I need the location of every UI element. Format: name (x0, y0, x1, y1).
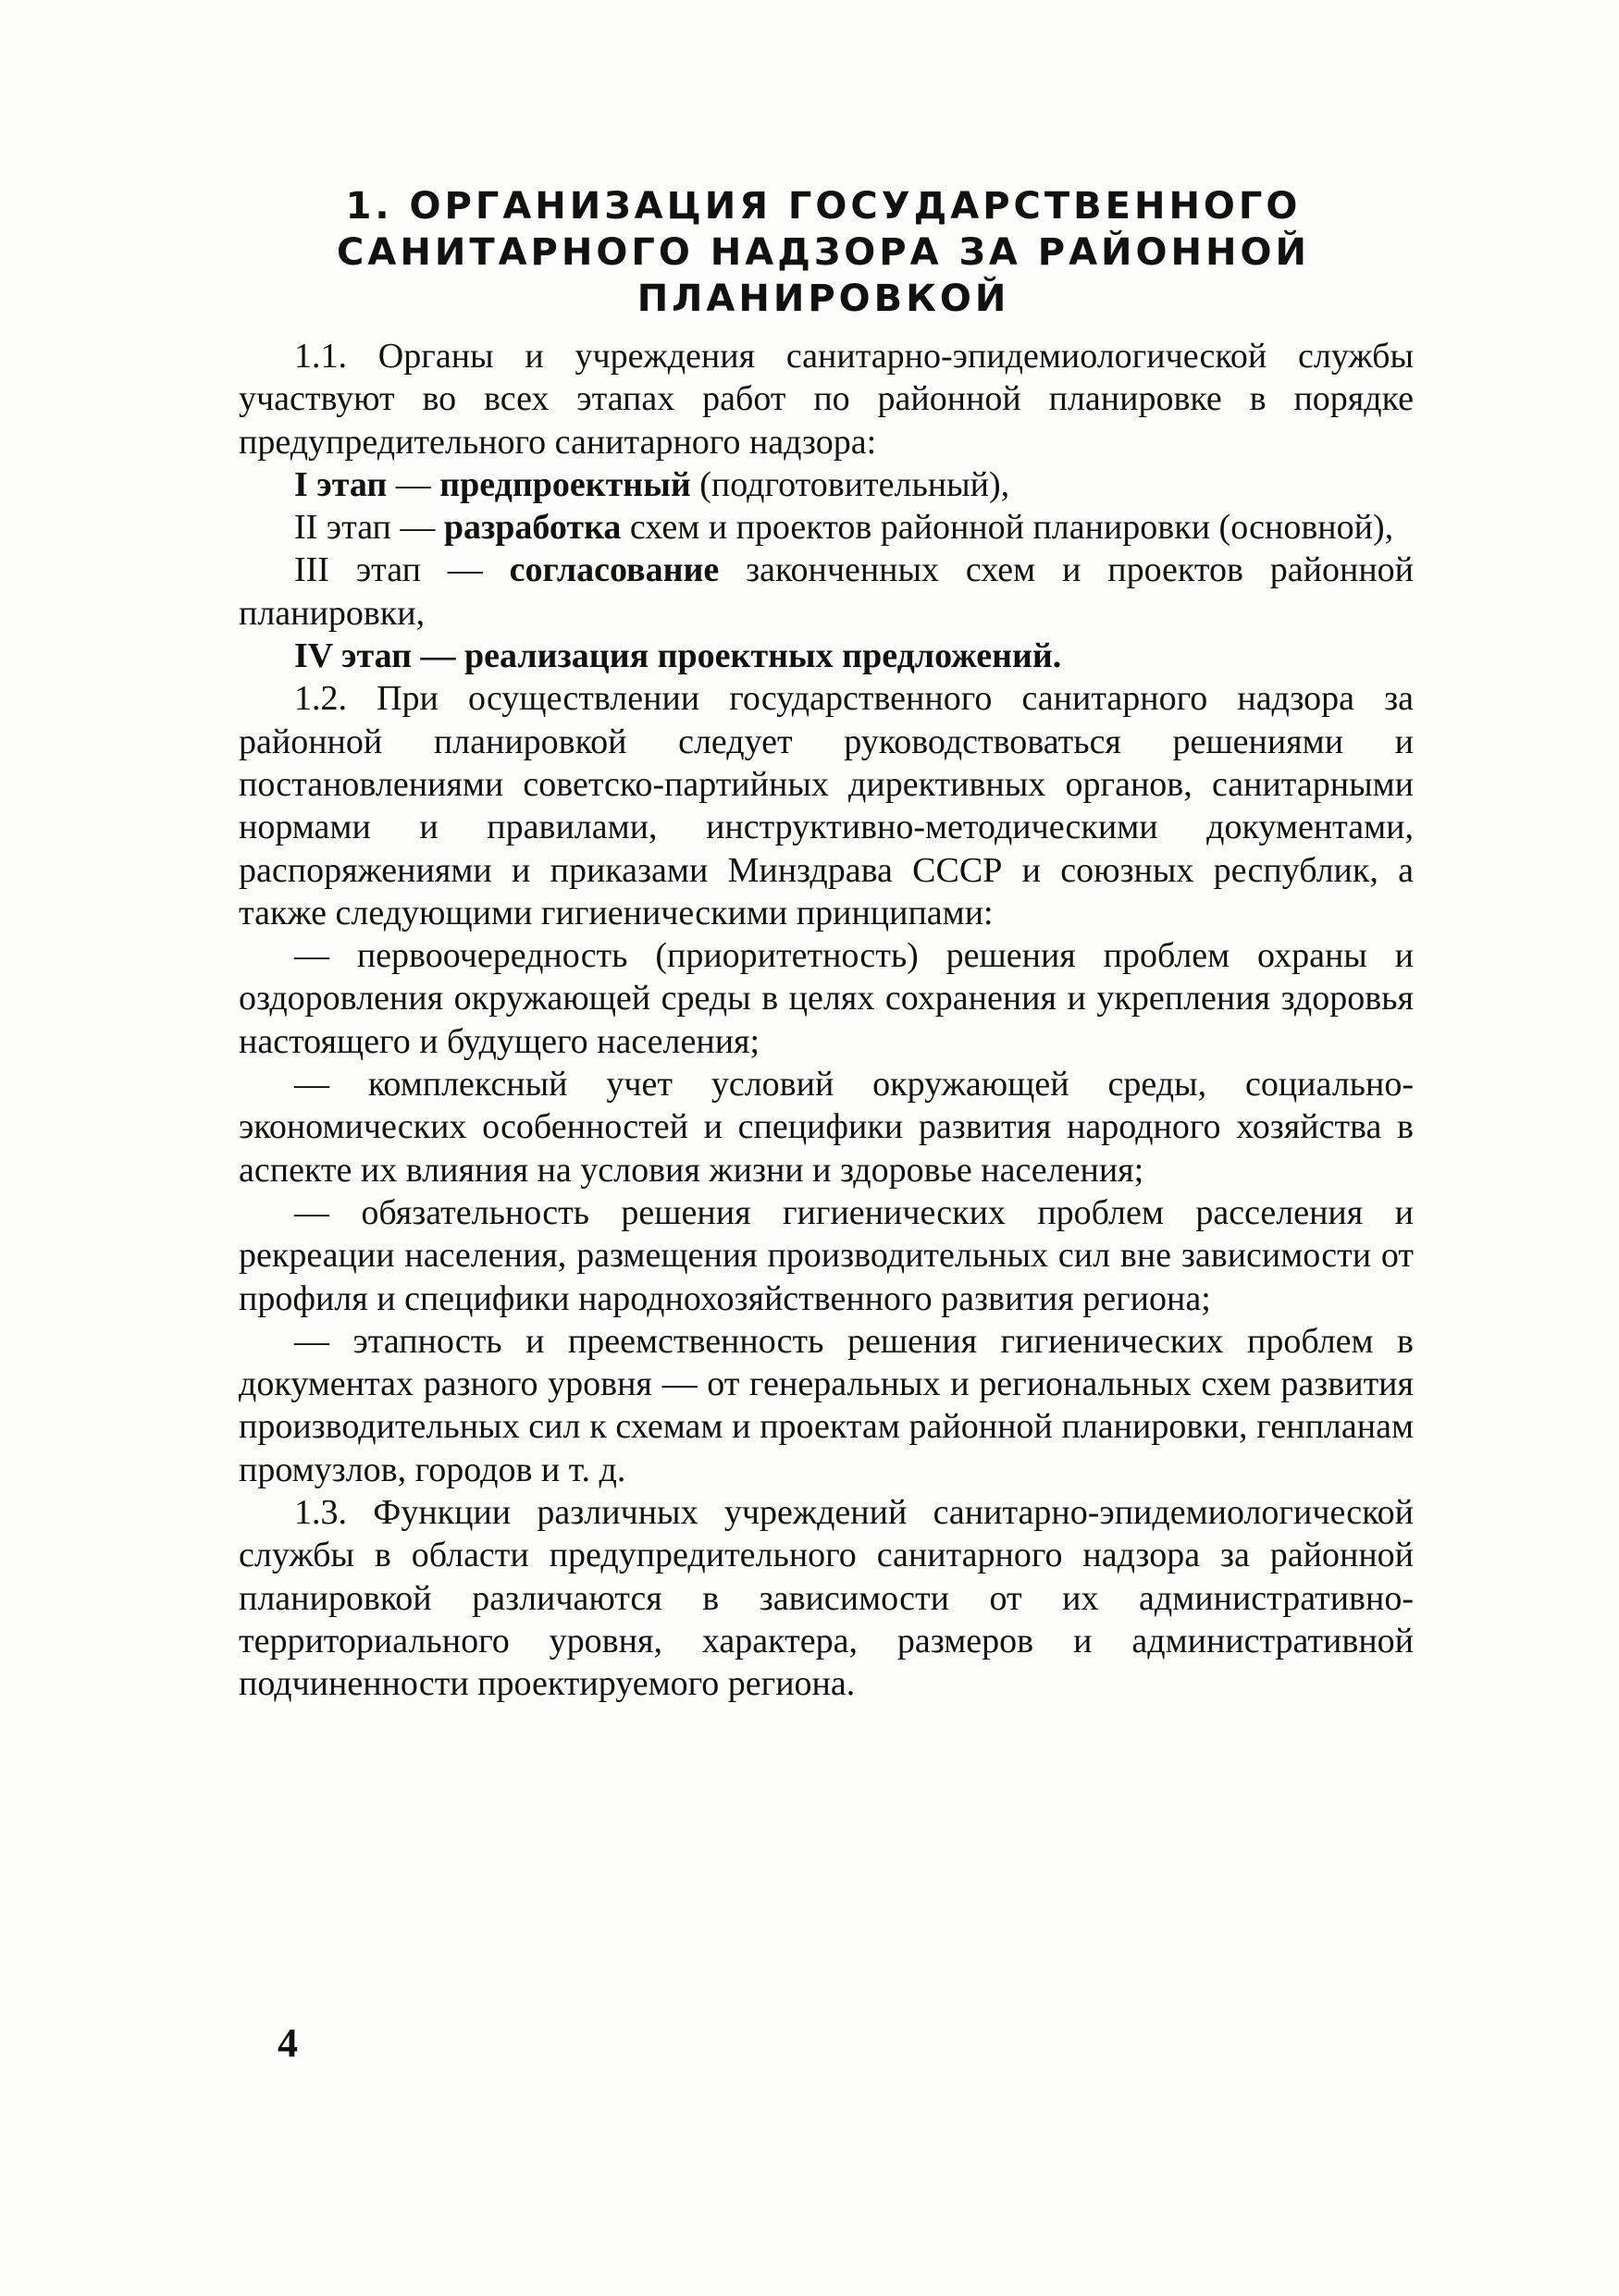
stage-3-rest: законченных схем и проектов районной планировки, (239, 550, 1414, 633)
principle-4: — этапность и преемственность решения гигиенических проблем в документах разного уровня — от генеральных и региональных схем развития производительных сил к схемам и проектам районной планировки, генпланам промузлов, городов и т. д. (239, 1321, 1414, 1489)
paragraph-1-1: 1.1. Органы и учреждения санитарно-эпидемиологической службы участвуют во всех этапах работ по районной планировке в порядке предупредительного санитарного надзора: (239, 337, 1414, 462)
stage-1-rest: (подготовительный), (690, 464, 1010, 504)
stage-1-label: I этап (294, 464, 388, 504)
stage-3-dash: — (420, 550, 510, 590)
heading-line-3: ПЛАНИРОВКОЙ (636, 278, 1010, 320)
principle-1: — первоочередность (приоритетность) решения проблем охраны и оздоровления окружающей среды в целях сохранения и укрепления здоровья настоящего и будущего населения; (239, 936, 1414, 1061)
section-heading (278, 183, 1369, 322)
stage-3-name: согласование (509, 550, 720, 590)
stage-2-dash: — (390, 508, 444, 548)
stage-1 (239, 463, 1414, 506)
stage-3 (239, 549, 1414, 635)
principle-3: — обязательность решения гигиенических проблем расселения и рекреации населения, размещения производительных сил вне зависимости от профиля и специфики народнохозяйственного развития региона; (239, 1192, 1414, 1318)
heading-line-2: САНИТАРНОГО НАДЗОРА ЗА РАЙОННОЙ (337, 231, 1310, 274)
stage-2-label: II этап (294, 508, 391, 548)
stage-4: IV этап — реализация проектных предложений. (294, 636, 1062, 676)
stage-2-name: разработка (443, 508, 622, 548)
heading-line-1: 1. ОРГАНИЗАЦИЯ ГОСУДАРСТВЕННОГО (345, 185, 1302, 228)
stage-2-rest: схем и проектов районной планировки (основной), (621, 508, 1394, 548)
stage-1-name: предпроектный (439, 464, 691, 504)
stage-1-dash: — (387, 464, 440, 504)
paragraph-1-3: 1.3. Функции различных учреждений санитарно-эпидемиологической службы в области предупредительного санитарного надзора за районной планировкой различаются в зависимости от их административно-территориального уровня, характера, размеров и административной подчиненности проектируемого региона. (239, 1493, 1414, 1704)
principle-2: — комплексный учет условий окружающей среды, социально-экономических особенностей и специфики развития народного хозяйства в аспекте их влияния на условия жизни и здоровье населения; (239, 1065, 1414, 1190)
page-number: 4 (278, 2020, 298, 2066)
paragraph-1-2: 1.2. При осуществлении государственного санитарного надзора за районной планировкой следует руководствоваться решениями и постановлениями советско-партийных директивных органов, санитарными нормами и правилами, инструктивно-методическими документами, распоряжениями и приказами Минздрава СССР и союзных республик, а также следующими гигиеническими принципами: (239, 679, 1414, 932)
stage-2 (239, 506, 1414, 549)
body-text (239, 335, 1414, 1706)
stage-3-label: III этап (294, 550, 421, 590)
